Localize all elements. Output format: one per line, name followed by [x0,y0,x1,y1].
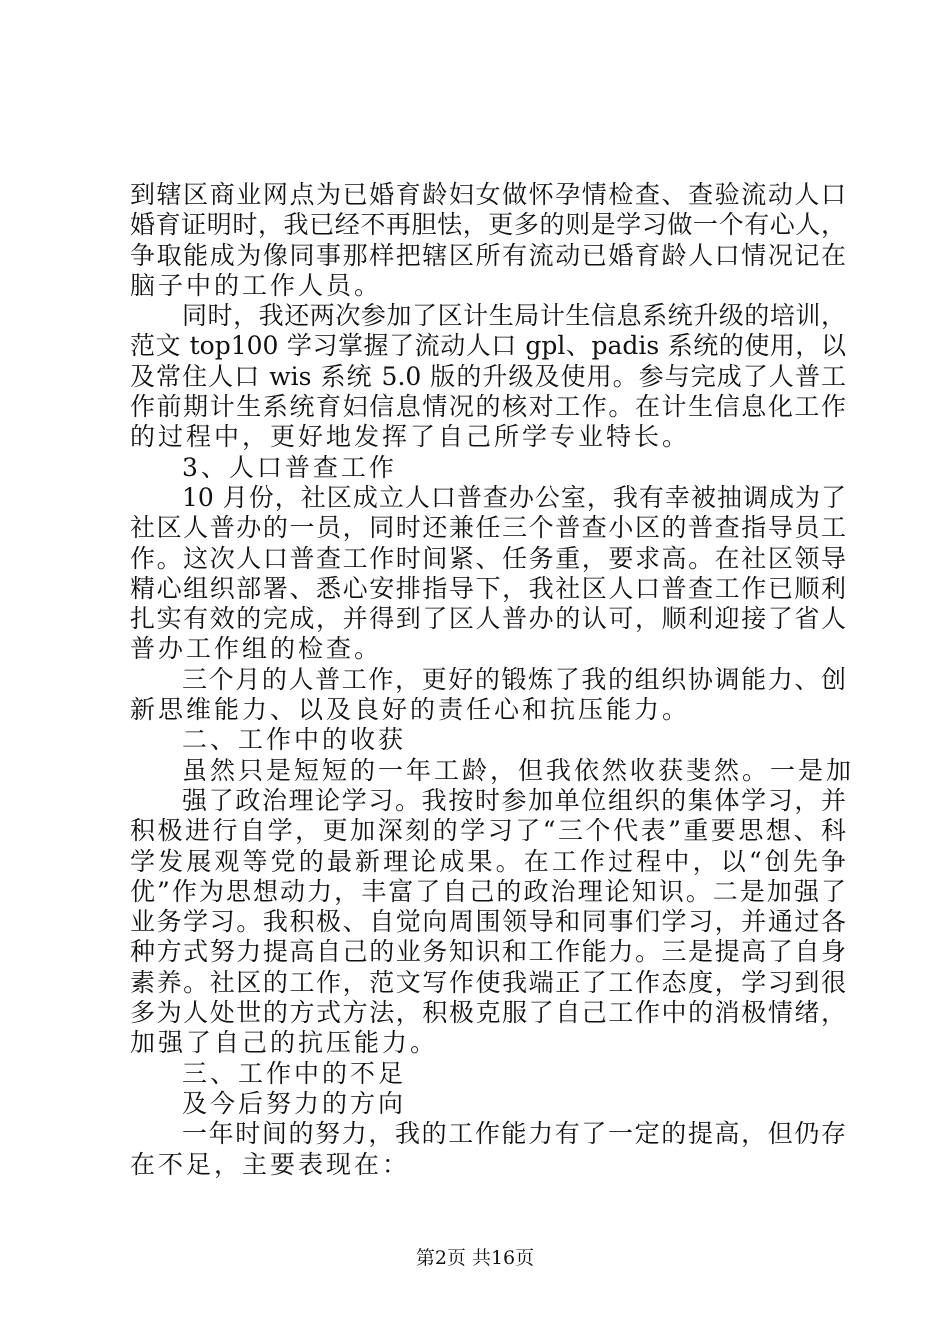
text-line: 范文 top100 学习掌握了流动人口 gpl、padis 系统的使用，以 [130,331,846,361]
text-line: 一年时间的努力，我的工作能力有了一定的提高，但仍存 [182,1119,846,1149]
text-line: 作前期计生系统育妇信息情况的核对工作。在计生信息化工作 [130,392,846,422]
text-line: 三个月的人普工作，更好的锻炼了我的组织协调能力、创 [182,664,846,694]
text-line: 优”作为思想动力，丰富了自己的政治理论知识。二是加强了 [130,876,846,906]
document-body [130,180,855,1180]
text-line: 婚育证明时，我已经不再胆怯，更多的则是学习做一个有心人， [130,210,846,240]
text-line: 种方式努力提高自己的业务知识和工作能力。三是提高了自身 [130,937,846,967]
text-line: 争取能成为像同事那样把辖区所有流动已婚育龄人口情况记在 [130,240,846,270]
text-line: 扎实有效的完成，并得到了区人普办的认可，顺利迎接了省人 [130,604,846,634]
text-line: 到辖区商业网点为已婚育龄妇女做怀孕情检查、查验流动人口 [130,180,846,209]
text-line: 精心组织部署、悉心安排指导下，我社区人口普查工作已顺利 [130,573,846,603]
text-line: 虽然只是短短的一年工龄，但我依然收获斐然。一是加 [182,755,855,785]
text-line: 业务学习。我积极、自觉向周围领导和同事们学习，并通过各 [130,907,846,937]
text-line: 的过程中，更好地发挥了自己所学专业特长。 [130,422,691,452]
text-line: 及常住人口 wis 系统 5.0 版的升级及使用。参与完成了人普工 [130,361,846,391]
text-line: 10 月份，社区成立人口普查办公室，我有幸被抽调成为了 [182,482,846,512]
text-line: 普办工作组的检查。 [130,634,383,664]
text-line: 素养。社区的工作，范文写作使我端正了工作态度，学习到很 [130,967,846,997]
text-line: 脑子中的工作人员。 [130,270,383,300]
text-line: 在不足，主要表现在： [130,1149,411,1179]
text-line: 学发展观等党的最新理论成果。在工作过程中，以“创先争 [130,846,846,876]
text-line: 多为人处世的方式方法，积极克服了自己工作中的消极情绪， [130,998,846,1028]
text-line: 强了政治理论学习。我按时参加单位组织的集体学习，并 [182,785,846,815]
text-line: 作。这次人口普查工作时间紧、任务重，要求高。在社区领导 [130,543,846,573]
text-line: 新思维能力、以及良好的责任心和抗压能力。 [130,695,691,725]
text-line: 积极进行自学，更加深刻的学习了“三个代表”重要思想、科 [130,816,846,846]
text-line: 3、人口普查工作 [182,452,397,482]
text-line: 二、工作中的收获 [182,725,407,755]
text-line: 社区人普办的一员，同时还兼任三个普查小区的普查指导员工 [130,513,846,543]
text-line: 同时，我还两次参加了区计生局计生信息系统升级的培训， [182,301,846,331]
text-line: 及今后努力的方向 [182,1088,407,1118]
text-line: 加强了自己的抗压能力。 [130,1028,439,1058]
text-line: 三、工作中的不足 [182,1058,407,1088]
page-footer: 第2页 共16页 [415,1247,535,1269]
